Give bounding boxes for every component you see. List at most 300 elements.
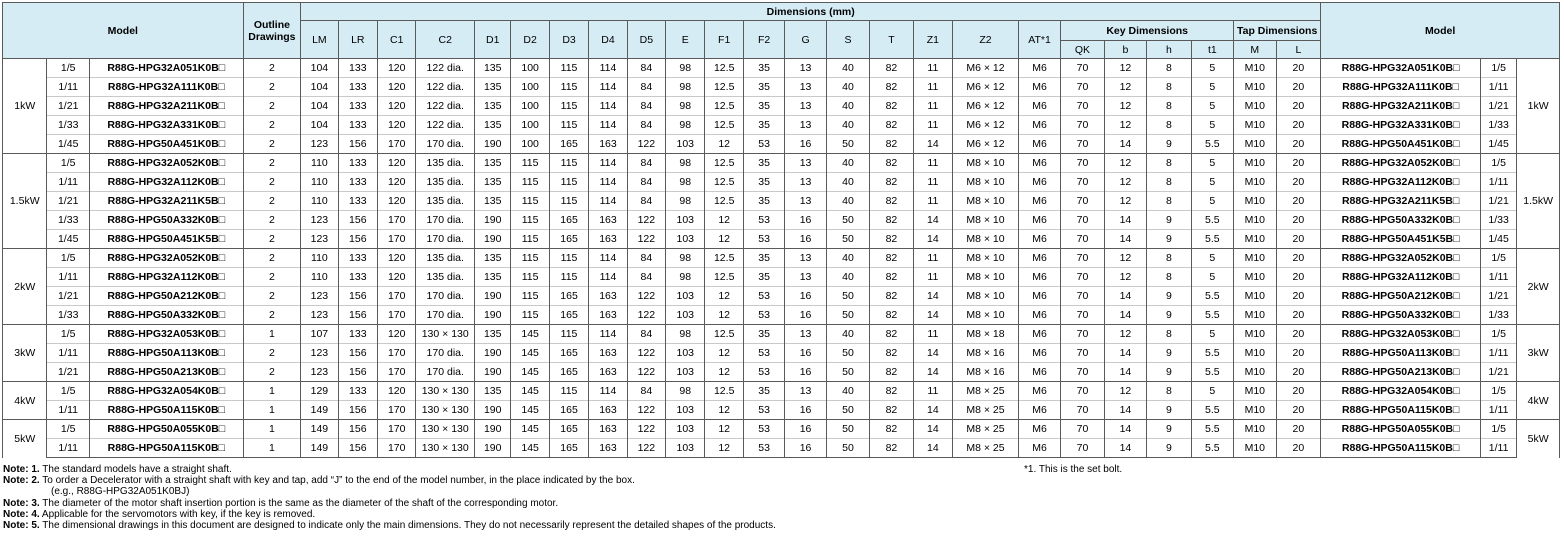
dimension-cell: 11	[913, 192, 952, 211]
dimension-cell: 135	[475, 154, 511, 173]
dimension-cell: 12	[1104, 249, 1146, 268]
col-header-g: G	[785, 21, 826, 59]
model-cell: R88G-HPG50A113K0B□	[89, 344, 243, 363]
dimension-cell: 20	[1276, 135, 1321, 154]
ratio-cell-right: 1/33	[1480, 306, 1516, 325]
dimension-cell: 40	[826, 154, 869, 173]
dimension-cell: 133	[338, 154, 377, 173]
dimension-cell: 12.5	[705, 268, 743, 287]
dimension-cell: 98	[666, 78, 705, 97]
note-item	[3, 464, 776, 475]
dimension-cell: M6 × 12	[953, 97, 1019, 116]
dimension-cell: 5	[1191, 249, 1233, 268]
dimension-cell: 35	[743, 249, 784, 268]
dimension-cell: 170	[378, 230, 416, 249]
dimension-cell: 133	[338, 173, 377, 192]
dimension-cell: 12.5	[705, 173, 743, 192]
dimension-cell: 133	[338, 192, 377, 211]
dimension-cell: 98	[666, 97, 705, 116]
model-cell-right: R88G-HPG32A054K0B□	[1321, 382, 1481, 401]
dimension-cell: 53	[743, 401, 784, 420]
dimension-cell: 70	[1061, 306, 1104, 325]
dimension-cell: 133	[338, 59, 377, 78]
dimension-cell: 11	[913, 97, 952, 116]
model-cell: R88G-HPG32A112K0B□	[89, 268, 243, 287]
note-continuation: (e.g., R88G-HPG32A051K0BJ)	[51, 486, 190, 498]
dimension-cell: 135 dia.	[416, 154, 475, 173]
dimension-cell: 5.5	[1191, 363, 1233, 382]
dimension-cell: 130 × 130	[416, 420, 475, 439]
dimension-cell: 115	[511, 173, 549, 192]
dimension-cell: M6	[1018, 59, 1060, 78]
dimension-cell: 103	[666, 401, 705, 420]
dimension-cell: M8 × 10	[953, 268, 1019, 287]
ratio-cell: 1/21	[47, 192, 89, 211]
ratio-cell: 1/11	[47, 78, 89, 97]
dimension-cell: 100	[511, 78, 549, 97]
dimension-cell: M8 × 10	[953, 211, 1019, 230]
ratio-cell-right: 1/11	[1480, 78, 1516, 97]
dimension-cell: M10	[1234, 306, 1276, 325]
dimension-cell: 11	[913, 325, 952, 344]
dimension-cell: 20	[1276, 230, 1321, 249]
dimension-cell: 114	[589, 97, 627, 116]
dimension-cell: 135 dia.	[416, 173, 475, 192]
dimension-cell: 156	[338, 287, 377, 306]
model-cell-right: R88G-HPG50A115K0B□	[1321, 439, 1481, 458]
dimension-cell: 9	[1147, 344, 1191, 363]
dimension-cell: 100	[511, 116, 549, 135]
dimension-cell: 35	[743, 382, 784, 401]
dimension-cell: 12	[705, 306, 743, 325]
dimension-cell: 11	[913, 249, 952, 268]
dimension-cell: 14	[1104, 306, 1146, 325]
power-cell: 1kW	[3, 59, 47, 154]
dimension-cell: M10	[1234, 78, 1276, 97]
dimension-cell: 40	[826, 59, 869, 78]
dimension-cell: M10	[1234, 344, 1276, 363]
dimension-cell: 40	[826, 268, 869, 287]
dimension-cell: 190	[475, 344, 511, 363]
ratio-cell-right: 1/5	[1480, 154, 1516, 173]
outline-cell: 1	[243, 420, 301, 439]
dimension-cell: 50	[826, 287, 869, 306]
dimension-cell: 82	[870, 382, 913, 401]
dimension-cell: 98	[666, 382, 705, 401]
table-row	[3, 306, 1560, 325]
dimension-cell: 135 dia.	[416, 268, 475, 287]
model-cell: R88G-HPG50A055K0B□	[89, 420, 243, 439]
dimension-cell: M6	[1018, 97, 1060, 116]
dimension-cell: 82	[870, 325, 913, 344]
dimension-cell: 70	[1061, 420, 1104, 439]
col-header-tap-l: L	[1276, 41, 1321, 59]
table-row	[3, 344, 1560, 363]
dimension-cell: 104	[301, 59, 338, 78]
dimension-cell: 170 dia.	[416, 135, 475, 154]
dimension-cell: 8	[1147, 97, 1191, 116]
dimension-cell: 12	[1104, 268, 1146, 287]
dimension-cell: 12	[1104, 116, 1146, 135]
dimension-cell: 70	[1061, 116, 1104, 135]
dimension-cell: M8 × 25	[953, 420, 1019, 439]
dimension-cell: 5	[1191, 97, 1233, 116]
dimension-cell: 70	[1061, 192, 1104, 211]
dimension-cell: 70	[1061, 154, 1104, 173]
dimension-cell: 156	[338, 306, 377, 325]
dimension-cell: 12	[705, 344, 743, 363]
dimension-cell: 16	[785, 211, 826, 230]
dimension-cell: 50	[826, 401, 869, 420]
dimension-cell: 70	[1061, 230, 1104, 249]
dimension-cell: M10	[1234, 401, 1276, 420]
dimension-cell: 170	[378, 287, 416, 306]
dimension-cell: 103	[666, 363, 705, 382]
dimension-cell: 40	[826, 78, 869, 97]
dimension-cell: 110	[301, 192, 338, 211]
note-item	[3, 498, 776, 509]
dimension-cell: 165	[549, 230, 588, 249]
dimension-cell: M6 × 12	[953, 116, 1019, 135]
model-cell: R88G-HPG50A115K0B□	[89, 439, 243, 458]
dimension-cell: 103	[666, 344, 705, 363]
dimension-cell: M8 × 10	[953, 287, 1019, 306]
power-cell: 4kW	[3, 382, 47, 420]
dimension-cell: 8	[1147, 173, 1191, 192]
dimension-cell: 84	[627, 116, 665, 135]
note-label: Note: 2.	[3, 475, 40, 487]
table-row	[3, 78, 1560, 97]
dimension-cell: 20	[1276, 249, 1321, 268]
dimension-cell: 98	[666, 325, 705, 344]
dimension-cell: 12.5	[705, 97, 743, 116]
dimension-cell: 115	[511, 268, 549, 287]
dimension-cell: 120	[378, 97, 416, 116]
dimension-cell: 190	[475, 306, 511, 325]
dimension-cell: 40	[826, 382, 869, 401]
dimension-cell: 115	[511, 211, 549, 230]
dimension-cell: 190	[475, 439, 511, 458]
dimension-cell: 5.5	[1191, 344, 1233, 363]
dimension-cell: 98	[666, 116, 705, 135]
dimension-cell: 11	[913, 78, 952, 97]
dimension-cell: 115	[511, 306, 549, 325]
dimension-cell: 156	[338, 135, 377, 154]
dimension-cell: 165	[549, 344, 588, 363]
outline-cell: 2	[243, 116, 301, 135]
model-cell: R88G-HPG50A115K0B□	[89, 401, 243, 420]
dimension-cell: 14	[913, 211, 952, 230]
dimension-cell: 13	[785, 268, 826, 287]
dimension-cell: 190	[475, 135, 511, 154]
dimension-cell: 8	[1147, 268, 1191, 287]
dimension-cell: 84	[627, 192, 665, 211]
dimension-cell: 123	[301, 306, 338, 325]
model-cell: R88G-HPG50A451K0B□	[89, 135, 243, 154]
dimension-cell: 35	[743, 59, 784, 78]
ratio-cell: 1/5	[47, 249, 89, 268]
dimension-cell: M10	[1234, 154, 1276, 173]
dimension-cell: 70	[1061, 382, 1104, 401]
dimension-cell: 5.5	[1191, 287, 1233, 306]
dimension-cell: 40	[826, 116, 869, 135]
dimension-cell: 14	[1104, 439, 1146, 458]
dimension-cell: 82	[870, 173, 913, 192]
dimension-cell: 5	[1191, 325, 1233, 344]
dimension-cell: M10	[1234, 59, 1276, 78]
dimension-cell: 104	[301, 78, 338, 97]
dimension-cell: M6	[1018, 249, 1060, 268]
dimension-cell: 40	[826, 97, 869, 116]
dimension-cell: 135 dia.	[416, 192, 475, 211]
dimension-cell: 16	[785, 344, 826, 363]
dimension-cell: 122	[627, 344, 665, 363]
dimension-cell: 35	[743, 154, 784, 173]
dimension-cell: 53	[743, 230, 784, 249]
ratio-cell-right: 1/5	[1480, 382, 1516, 401]
table-row	[3, 287, 1560, 306]
table-row	[3, 268, 1560, 287]
ratio-cell: 1/21	[47, 363, 89, 382]
dimension-cell: 16	[785, 401, 826, 420]
ratio-cell-right: 1/21	[1480, 287, 1516, 306]
dimension-cell: 20	[1276, 287, 1321, 306]
dimension-cell: 20	[1276, 420, 1321, 439]
dimension-cell: 82	[870, 306, 913, 325]
dimension-cell: 84	[627, 173, 665, 192]
dimension-cell: 82	[870, 78, 913, 97]
dimension-cell: 115	[549, 268, 588, 287]
dimension-cell: 12	[1104, 59, 1146, 78]
dimension-cell: 120	[378, 382, 416, 401]
dimension-cell: 12	[705, 287, 743, 306]
dimension-cell: 122	[627, 363, 665, 382]
col-header-t: T	[870, 21, 913, 59]
col-header-d1: D1	[475, 21, 511, 59]
dimension-cell: M10	[1234, 249, 1276, 268]
dimension-cell: 16	[785, 420, 826, 439]
note-text: The dimensional drawings in this document are designed to indicate only the main dimensions. They do not necessarily represent the detailed shapes of the products.	[42, 520, 776, 532]
dimension-cell: 135	[475, 116, 511, 135]
dimension-cell: 84	[627, 97, 665, 116]
dimension-cell: 135	[475, 325, 511, 344]
dimension-cell: 11	[913, 268, 952, 287]
dimension-cell: M8 × 25	[953, 382, 1019, 401]
note-item	[3, 475, 776, 486]
dimension-cell: 14	[1104, 287, 1146, 306]
dimension-cell: 82	[870, 154, 913, 173]
ratio-cell: 1/33	[47, 306, 89, 325]
outline-cell: 2	[243, 59, 301, 78]
model-cell-right: R88G-HPG32A112K0B□	[1321, 268, 1481, 287]
dimension-cell: 70	[1061, 78, 1104, 97]
dimension-cell: 135	[475, 249, 511, 268]
ratio-cell: 1/11	[47, 439, 89, 458]
dimension-cell: 120	[378, 173, 416, 192]
dimension-cell: 12	[705, 363, 743, 382]
dimension-cell: 5	[1191, 192, 1233, 211]
dimension-cell: 156	[338, 363, 377, 382]
dimension-cell: 14	[913, 420, 952, 439]
dimension-cell: 145	[511, 363, 549, 382]
dimension-cell: 50	[826, 230, 869, 249]
dimension-cell: 14	[1104, 211, 1146, 230]
dimension-cell: 82	[870, 401, 913, 420]
outline-cell: 2	[243, 78, 301, 97]
dimension-cell: 114	[589, 382, 627, 401]
model-cell-right: R88G-HPG50A055K0B□	[1321, 420, 1481, 439]
dimension-cell: 8	[1147, 192, 1191, 211]
dimension-cell: 135	[475, 173, 511, 192]
dimension-cell: 115	[549, 173, 588, 192]
col-header-outline-drawings: Outline Drawings	[243, 3, 301, 59]
dimension-cell: 5	[1191, 59, 1233, 78]
dimension-cell: 9	[1147, 306, 1191, 325]
note-text: To order a Decelerator with a straight shaft with key and tap, add “J” to the end of the model number, in the place indicated by the box.	[42, 475, 635, 487]
dimension-cell: 5.5	[1191, 306, 1233, 325]
dimension-cell: 170 dia.	[416, 287, 475, 306]
dimension-cell: 50	[826, 344, 869, 363]
dimension-cell: 12.5	[705, 249, 743, 268]
outline-cell: 2	[243, 211, 301, 230]
dimension-cell: 14	[913, 363, 952, 382]
outline-cell: 1	[243, 439, 301, 458]
dimension-cell: 170	[378, 363, 416, 382]
dimension-cell: 98	[666, 268, 705, 287]
dimension-cell: 12	[1104, 192, 1146, 211]
dimension-cell: 165	[549, 439, 588, 458]
model-cell-right: R88G-HPG50A212K0B□	[1321, 287, 1481, 306]
dimension-cell: 8	[1147, 116, 1191, 135]
model-cell-right: R88G-HPG50A115K0B□	[1321, 401, 1481, 420]
dimension-cell: 12	[1104, 97, 1146, 116]
dimension-cell: M6	[1018, 211, 1060, 230]
dimension-cell: 20	[1276, 97, 1321, 116]
col-header-key-b: b	[1104, 41, 1146, 59]
dimension-cell: 165	[549, 401, 588, 420]
col-header-d2: D2	[511, 21, 549, 59]
col-header-s: S	[826, 21, 869, 59]
model-cell: R88G-HPG32A051K0B□	[89, 59, 243, 78]
dimension-cell: 163	[589, 344, 627, 363]
dimension-cell: 70	[1061, 287, 1104, 306]
col-header-model: Model	[3, 3, 244, 59]
dimension-cell: 12	[705, 211, 743, 230]
ratio-cell-right: 1/45	[1480, 230, 1516, 249]
dimension-cell: 20	[1276, 306, 1321, 325]
power-cell-right: 1.5kW	[1517, 154, 1560, 249]
dimension-cell: 163	[589, 230, 627, 249]
table-row	[3, 382, 1560, 401]
dimension-cell: 12.5	[705, 325, 743, 344]
table-row	[3, 249, 1560, 268]
dimension-cell: 12	[1104, 154, 1146, 173]
footnote-set-bolt: *1. This is the set bolt.	[1024, 464, 1123, 475]
dimension-cell: 5	[1191, 268, 1233, 287]
dimension-cell: 82	[870, 287, 913, 306]
dimension-cell: 156	[338, 230, 377, 249]
ratio-cell-right: 1/11	[1480, 268, 1516, 287]
dimension-cell: 53	[743, 135, 784, 154]
dimension-cell: M10	[1234, 211, 1276, 230]
dimension-cell: 129	[301, 382, 338, 401]
col-header-z1: Z1	[913, 21, 952, 59]
dimension-cell: 115	[511, 230, 549, 249]
dimension-cell: 20	[1276, 382, 1321, 401]
col-header-lm: LM	[301, 21, 338, 59]
dimension-cell: 14	[913, 439, 952, 458]
power-cell-right: 5kW	[1517, 420, 1560, 458]
dimension-cell: 70	[1061, 401, 1104, 420]
ratio-cell-right: 1/11	[1480, 173, 1516, 192]
dimension-cell: 20	[1276, 59, 1321, 78]
dimension-cell: M10	[1234, 230, 1276, 249]
dimension-cell: 156	[338, 401, 377, 420]
dimension-cell: M10	[1234, 287, 1276, 306]
dimension-cell: 149	[301, 439, 338, 458]
col-header-e: E	[666, 21, 705, 59]
dimension-cell: 35	[743, 116, 784, 135]
col-header-dimensions: Dimensions (mm)	[301, 3, 1321, 21]
dimension-cell: 156	[338, 211, 377, 230]
dimension-cell: M8 × 16	[953, 344, 1019, 363]
dimension-cell: 70	[1061, 344, 1104, 363]
dimension-cell: 40	[826, 192, 869, 211]
dimension-cell: 13	[785, 97, 826, 116]
dimension-cell: 84	[627, 325, 665, 344]
outline-cell: 1	[243, 401, 301, 420]
dimension-cell: 35	[743, 268, 784, 287]
power-cell: 5kW	[3, 420, 47, 458]
dimension-cell: 12	[1104, 173, 1146, 192]
dimension-cell: M8 × 25	[953, 401, 1019, 420]
dimension-cell: 82	[870, 420, 913, 439]
dimension-cell: 145	[511, 325, 549, 344]
ratio-cell: 1/21	[47, 287, 89, 306]
dimension-cell: 13	[785, 382, 826, 401]
dimension-cell: 120	[378, 249, 416, 268]
dimension-cell: 145	[511, 344, 549, 363]
dimension-cell: 103	[666, 287, 705, 306]
dimension-cell: 110	[301, 268, 338, 287]
dimension-cell: 16	[785, 439, 826, 458]
model-cell: R88G-HPG50A212K0B□	[89, 287, 243, 306]
dimension-cell: 170	[378, 439, 416, 458]
dimension-cell: 53	[743, 306, 784, 325]
dimension-cell: 82	[870, 363, 913, 382]
dimension-cell: 122	[627, 401, 665, 420]
model-cell: R88G-HPG32A054K0B□	[89, 382, 243, 401]
dimension-cell: 53	[743, 439, 784, 458]
outline-cell: 2	[243, 154, 301, 173]
dimension-cell: 163	[589, 287, 627, 306]
dimension-cell: 20	[1276, 173, 1321, 192]
ratio-cell-right: 1/5	[1480, 249, 1516, 268]
outline-cell: 1	[243, 382, 301, 401]
ratio-cell-right: 1/11	[1480, 344, 1516, 363]
dimension-cell: 9	[1147, 287, 1191, 306]
table-row	[3, 154, 1560, 173]
dimension-cell: 82	[870, 249, 913, 268]
col-header-f1: F1	[705, 21, 743, 59]
dimension-cell: 133	[338, 268, 377, 287]
dimension-cell: 115	[549, 78, 588, 97]
dimension-cell: 12	[705, 420, 743, 439]
dimension-cell: 20	[1276, 268, 1321, 287]
dimension-cell: 114	[589, 154, 627, 173]
model-cell-right: R88G-HPG32A051K0B□	[1321, 59, 1481, 78]
col-header-model-right: Model	[1321, 3, 1560, 59]
